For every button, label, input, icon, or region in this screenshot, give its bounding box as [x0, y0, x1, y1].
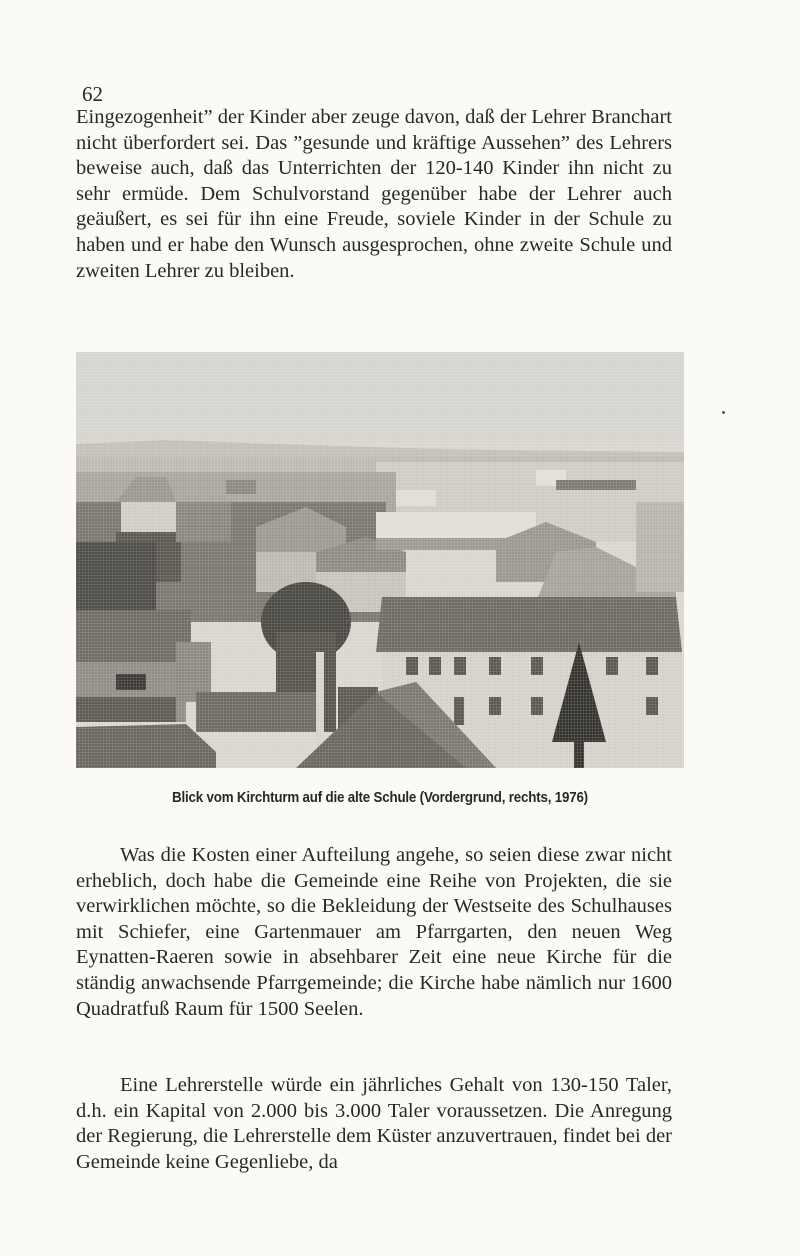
paragraph-continuation — [76, 105, 672, 284]
print-speck — [722, 411, 725, 414]
photo-church-tower-view — [76, 352, 684, 768]
paragraph-text: Eine Lehrerstelle würde ein jährliches Gehalt von 130-150 Taler, d.h. ein Kapital von 2.000 bis 3.000 Taler voraussetzen. Die Anregung der Regierung, die Lehrerstelle dem Küster anzuvertrauen, findet bei der Gemeinde keine Gegenliebe, da — [76, 1074, 672, 1173]
paragraph-salary — [76, 1073, 672, 1175]
figure-caption: Blick vom Kirchturm auf die alte Schule (Vordergrund, rechts, 1976) — [172, 790, 588, 806]
paragraph-text: Was die Kosten einer Aufteilung angehe, so seien diese zwar nicht erheblich, doch habe die Gemeinde eine Reihe von Projekten, die sie verwirklichen möchte, so die Bekleidung der Westseite des Schulhauses mit Schiefer, eine Gartenmauer am Pfarrgarten, den neuen Weg Eynatten-Raeren sowie in absehbarer Zeit eine neue Kirche für die ständig anwachsende Pfarrgemeinde; die Kirche habe nämlich nur 1600 Quadratfuß Raum für 1500 Seelen. — [76, 844, 672, 1020]
village-photo-illustration — [76, 352, 684, 768]
paragraph-costs — [76, 843, 672, 1022]
paragraph-text: Eingezogenheit” der Kinder aber zeuge davon, daß der Lehrer Branchart nicht überfordert sei. Das ”gesunde und kräftige Aussehen” des Lehrers beweise auch, daß das Unterrichten der 120-140 Kinder ihn nicht zu sehr ermüde. Dem Schulvorstand gegenüber habe der Lehrer auch geäußert, es sei für ihn eine Freude, soviele Kinder in der Schule zu haben und er habe den Wunsch ausgesprochen, ohne zweite Schule und zweiten Lehrer zu bleiben. — [76, 106, 672, 282]
page-number: 62 — [82, 82, 103, 106]
